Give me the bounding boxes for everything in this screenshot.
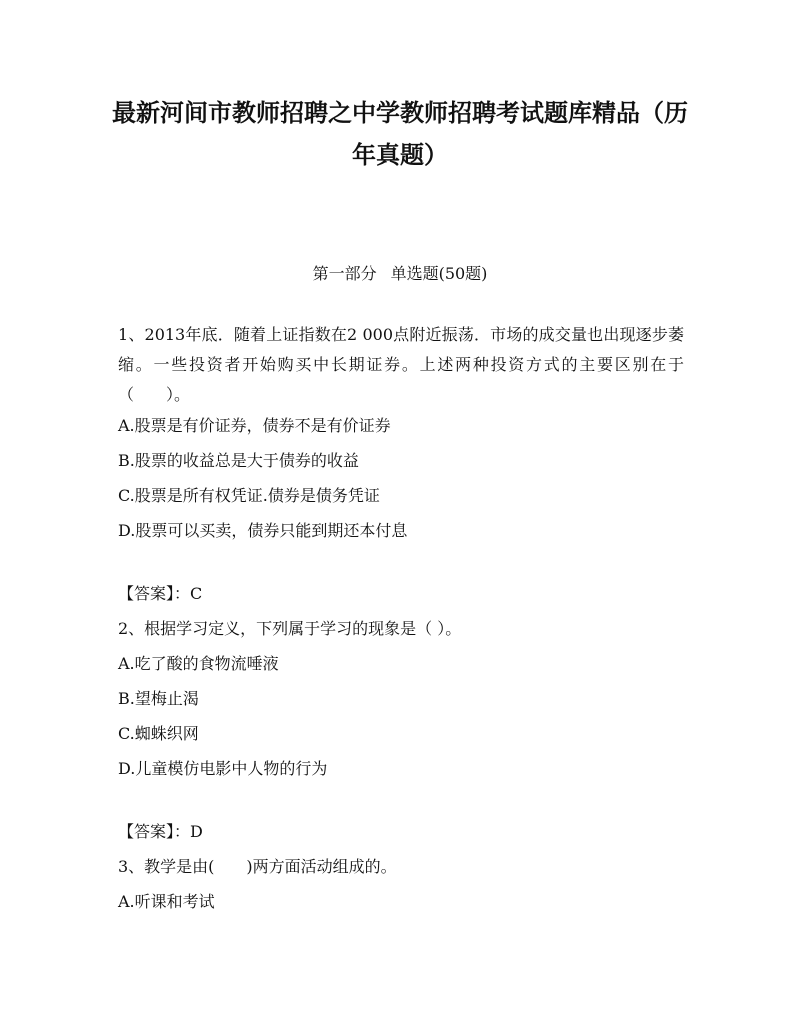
- question-2-option-c: C.蜘蛛织网: [118, 724, 199, 743]
- question-2-option-b: B.望梅止渴: [118, 689, 199, 708]
- document-title: 最新河间市教师招聘之中学教师招聘考试题库精品（历年真题）: [112, 99, 688, 169]
- question-3-stem: 3、教学是由( )两方面活动组成的。: [118, 857, 397, 876]
- question-1-stem: 1、2013年底．随着上证指数在2 000点附近振荡．市场的成交量也出现逐步萎缩。一些投资者开始购买中长期证券。上述两种投资方式的主要区别在于（ ）。: [118, 325, 684, 404]
- question-2-option-a: A.吃了酸的食物流唾液: [118, 654, 279, 673]
- question-2-option-d: D.儿童模仿电影中人物的行为: [118, 759, 328, 778]
- section-part: 第一部分: [312, 264, 377, 283]
- question-1-option-d: D.股票可以买卖，债券只能到期还本付息: [118, 521, 408, 540]
- question-2-stem: 2、根据学习定义，下列属于学习的现象是（ ）。: [118, 619, 462, 638]
- section-type: 单选题(50题): [390, 264, 488, 283]
- question-2-answer: 【答案】：D: [118, 822, 203, 841]
- question-1-option-b: B.股票的收益总是大于债券的收益: [118, 451, 359, 470]
- question-3-option-a: A.听课和考试: [118, 892, 215, 911]
- question-1-option-a: A.股票是有价证券，债券不是有价证券: [118, 416, 391, 435]
- question-1-answer: 【答案】：C: [118, 584, 203, 603]
- question-1-option-c: C.股票是所有权凭证.债券是债务凭证: [118, 486, 380, 505]
- section-heading: [0, 262, 800, 286]
